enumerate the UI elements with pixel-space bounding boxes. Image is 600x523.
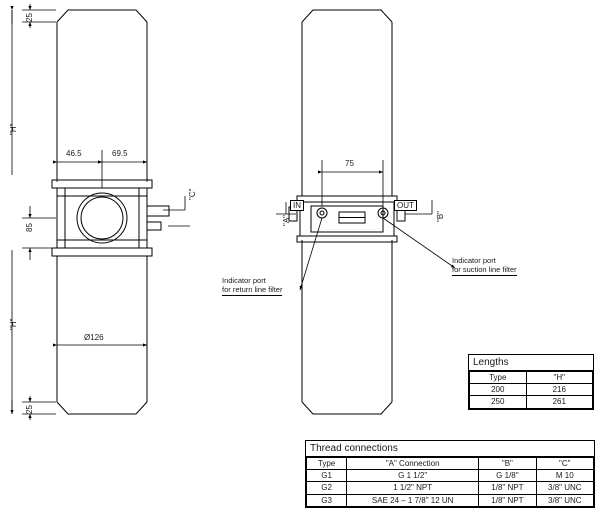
table-row: [470, 384, 593, 396]
callout-suction-line-1: Indicator port: [452, 256, 496, 265]
dim-diameter-126: Ø126: [84, 333, 104, 342]
dim-c-label: "C": [188, 188, 197, 200]
dim-overall-height-upper: "H": [9, 123, 18, 135]
port-label-in: IN: [290, 200, 304, 211]
thread-header-b: "B": [479, 458, 536, 470]
lengths-row0-type: 200: [470, 384, 527, 396]
port-label-out: OUT: [394, 200, 417, 211]
thread-row2-type: G3: [307, 494, 347, 506]
left-view-body: [52, 10, 169, 414]
dim-overall-height-lower: "H": [9, 318, 18, 330]
callout-return-line-filter: [222, 276, 282, 296]
dim-75: 75: [345, 159, 354, 168]
thread-header-c: "C": [536, 458, 593, 470]
lengths-table: [468, 354, 594, 410]
dim-69-5: 69.5: [112, 149, 128, 158]
dim-46-5: 46.5: [66, 149, 82, 158]
callout-suction-line-2: for suction line filter: [452, 265, 517, 275]
table-header-row: [307, 458, 594, 470]
right-view-body: [289, 10, 405, 414]
thread-row2-a: SAE 24 – 1 7/8" 12 UN: [347, 494, 479, 506]
thread-connections-table: [305, 440, 595, 508]
callout-return-line-2: for return line filter: [222, 285, 283, 295]
table-row: [470, 396, 593, 408]
dim-a-label: "A": [282, 214, 291, 226]
dim-bottom-25: 25: [25, 405, 34, 414]
lengths-row0-h: 216: [526, 384, 592, 396]
thread-row1-type: G2: [307, 482, 347, 494]
thread-row0-b: G 1/8": [479, 470, 536, 482]
callout-return-line-1: Indicator port: [222, 276, 266, 285]
table-row: [307, 482, 594, 494]
thread-header-type: Type: [307, 458, 347, 470]
lengths-header-type: Type: [470, 372, 527, 384]
table-row: [307, 470, 594, 482]
callout-leaders: [300, 218, 455, 290]
thread-row1-a: 1 1/2" NPT: [347, 482, 479, 494]
lengths-row1-h: 261: [526, 396, 592, 408]
thread-row2-c: 3/8" UNC: [536, 494, 593, 506]
dim-port-center-85: 85: [25, 223, 34, 232]
thread-row1-c: 3/8" UNC: [536, 482, 593, 494]
thread-row1-b: 1/8" NPT: [479, 482, 536, 494]
table-header-row: [470, 372, 593, 384]
lengths-header-h: "H": [526, 372, 592, 384]
thread-table-grid: [306, 457, 594, 507]
thread-row2-b: 1/8" NPT: [479, 494, 536, 506]
lengths-table-grid: [469, 371, 593, 409]
thread-header-a: "A" Connection: [347, 458, 479, 470]
thread-row0-c: M 10: [536, 470, 593, 482]
dim-top-25: 25: [25, 13, 34, 22]
thread-table-caption: Thread connections: [306, 441, 594, 457]
callout-suction-line-filter: [452, 256, 517, 276]
dim-b-label: "B": [436, 210, 445, 222]
lengths-row1-type: 250: [470, 396, 527, 408]
lengths-table-caption: Lengths: [469, 355, 593, 371]
left-view-dimensions: [9, 4, 190, 420]
thread-row0-type: G1: [307, 470, 347, 482]
thread-row0-a: G 1 1/2": [347, 470, 479, 482]
table-row: [307, 494, 594, 506]
